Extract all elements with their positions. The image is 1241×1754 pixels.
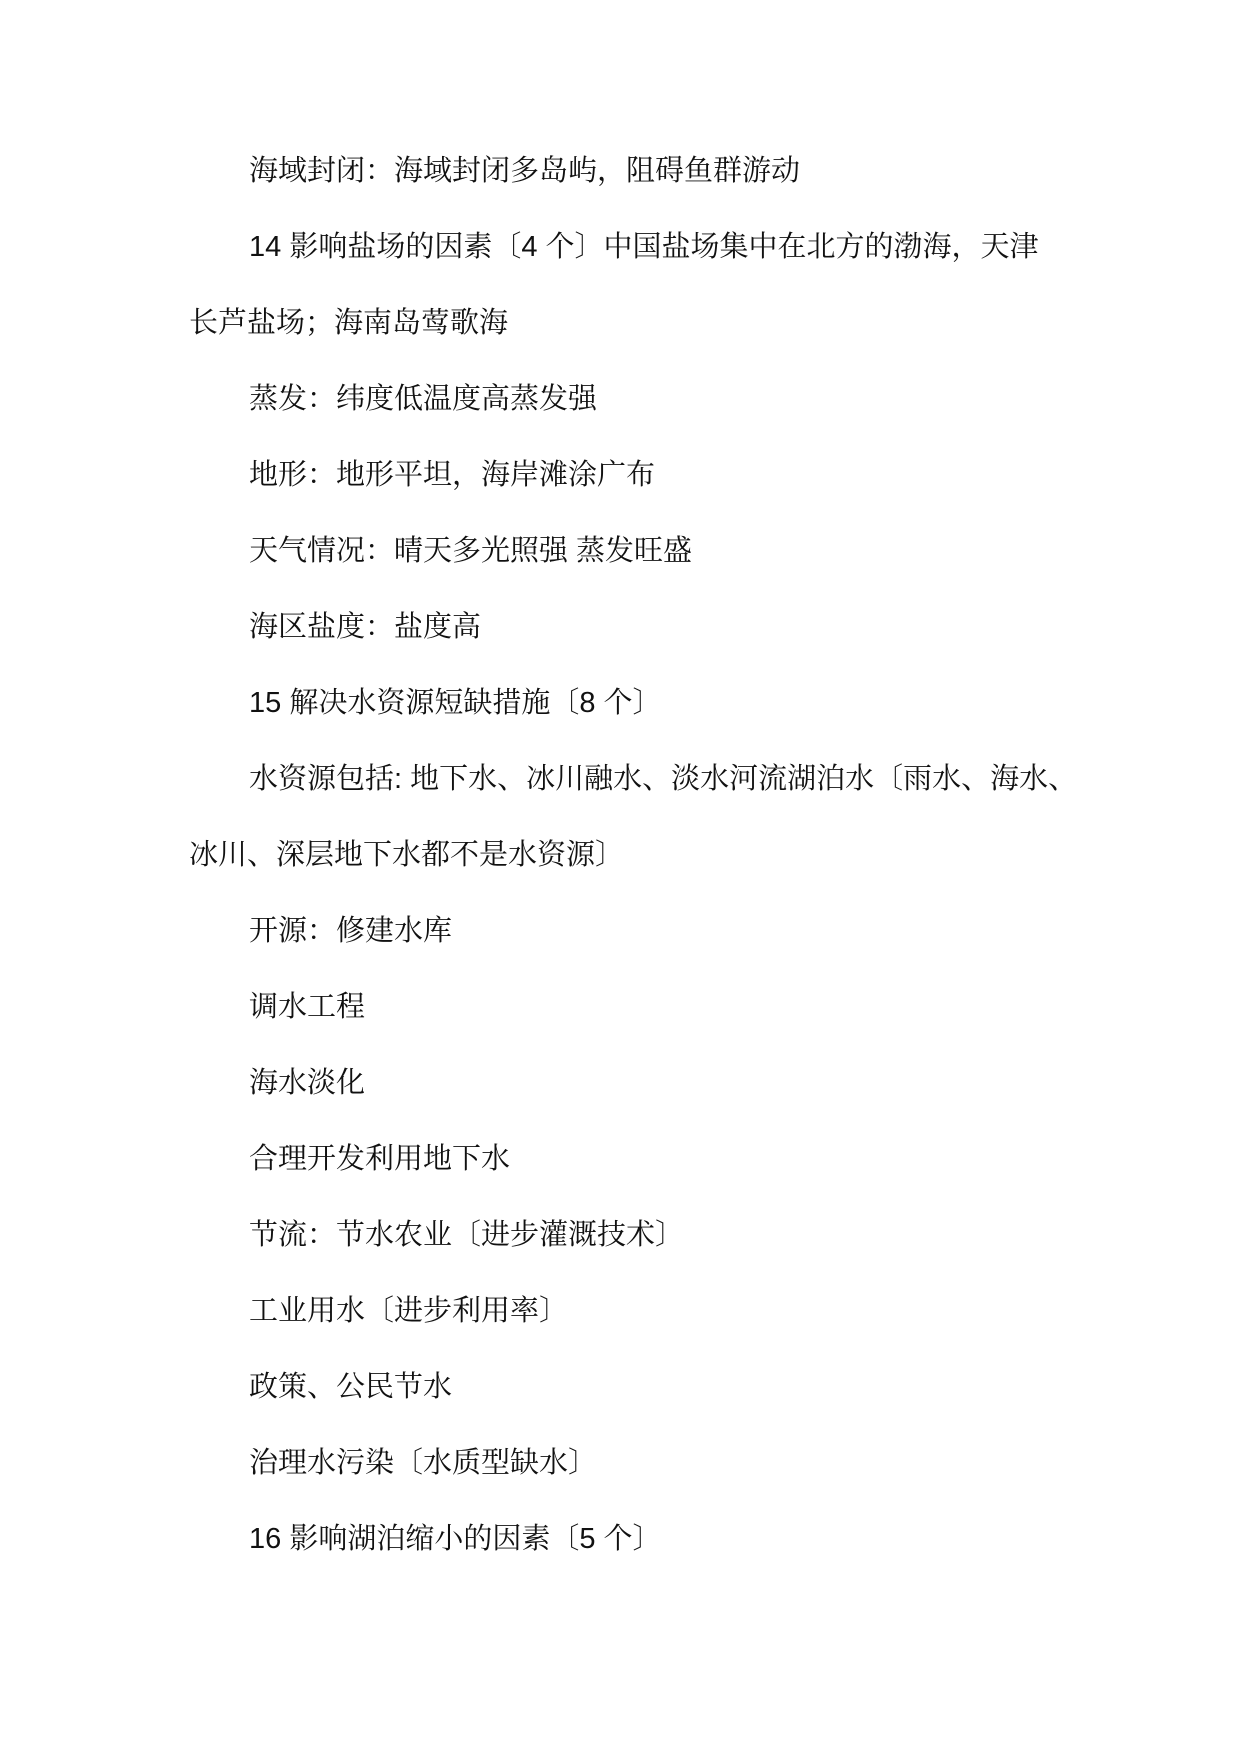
paragraph-weather [0, 513, 1241, 589]
text-line: 天气情况：晴天多光照强 蒸发旺盛 [249, 535, 693, 567]
text-line: 冰川、深层地下水都不是水资源〕 [189, 839, 625, 871]
paragraph-industrial-water [0, 1273, 1241, 1349]
paragraph-conservation [0, 1197, 1241, 1273]
paragraph-groundwater [0, 1121, 1241, 1197]
section-heading-16 [0, 1501, 1241, 1577]
text-line: 调水工程 [249, 991, 366, 1023]
text-line: 长芦盐场；海南岛莺歌海 [189, 307, 509, 339]
paragraph-water-transfer [0, 969, 1241, 1045]
text-line: 蒸发：纬度低温度高蒸发强 [249, 383, 598, 415]
text-line: 工业用水〔进步利用率〕 [249, 1295, 569, 1327]
paragraph-water-resources [0, 741, 1241, 893]
section-heading-14 [0, 209, 1241, 361]
text-line: 海区盐度：盐度高 [249, 611, 482, 643]
text-line: 开源：修建水库 [249, 915, 453, 947]
text-line: 14 影响盐场的因素〔4 个〕中国盐场集中在北方的渤海，天津 [249, 231, 1039, 263]
text-line: 合理开发利用地下水 [249, 1143, 511, 1175]
paragraph-open-source [0, 893, 1241, 969]
text-line: 16 影响湖泊缩小的因素〔5 个〕 [249, 1523, 662, 1555]
text-line: 节流：节水农业〔进步灌溉技术〕 [249, 1219, 685, 1251]
paragraph-salinity [0, 589, 1241, 665]
text-line: 治理水污染〔水质型缺水〕 [249, 1447, 598, 1479]
paragraph-terrain [0, 437, 1241, 513]
section-heading-15 [0, 665, 1241, 741]
paragraph-policy [0, 1349, 1241, 1425]
paragraph-desalination [0, 1045, 1241, 1121]
paragraph-sea-closure [0, 133, 1241, 209]
text-line: 政策、公民节水 [249, 1371, 453, 1403]
text-line: 15 解决水资源短缺措施〔8 个〕 [249, 687, 662, 719]
paragraph-evaporation [0, 361, 1241, 437]
paragraph-pollution-control [0, 1425, 1241, 1501]
text-line: 海域封闭：海域封闭多岛屿，阻碍鱼群游动 [249, 155, 801, 187]
text-line: 水资源包括: 地下水、冰川融水、淡水河流湖泊水〔雨水、海水、 [249, 763, 1078, 795]
text-line: 海水淡化 [249, 1067, 366, 1099]
text-line: 地形：地形平坦，海岸滩涂广布 [249, 459, 656, 491]
